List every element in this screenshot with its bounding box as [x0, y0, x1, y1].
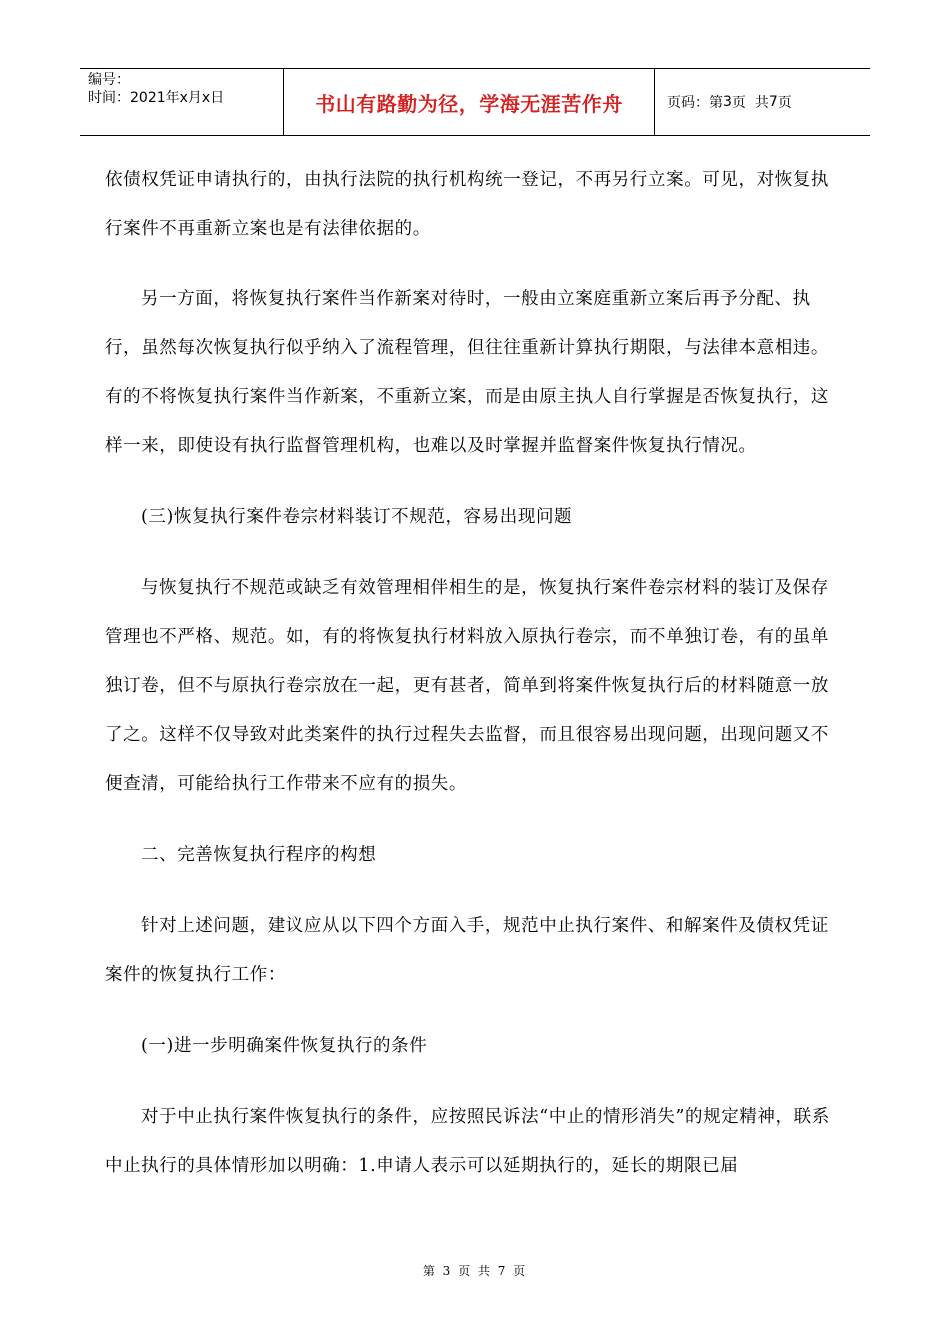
section-heading: (三)恢复执行案件卷宗材料装订不规范，容易出现问题 [141, 507, 573, 527]
document-time: 时间：2021年x月x日 [88, 90, 225, 106]
page-suffix: 页 [777, 95, 792, 111]
page-current: 3 [723, 94, 732, 110]
paragraph: 与恢复执行不规范或缺乏有效管理相伴相生的是，恢复执行案件卷宗材料的装订及保存管理也不严格、规范。如，有的将恢复执行材料放入原执行卷宗，而不单独订卷，有的虽单独订卷，但不与原执行卷宗放在一起，更有甚者，简单到将案件恢复执行后的材料随意一放了之。这样不仅导致对此类案件的执行过程失去监督，而且很容易出现问题，出现问题又不便查清，可能给执行工作带来不应有的损失。 [105, 578, 829, 794]
header-meta [80, 69, 283, 135]
paragraph: 依债权凭证申请执行的，由执行法院的执行机构统一登记，不再另行立案。可见，对恢复执行案件不再重新立案也是有法律依据的。 [105, 170, 829, 239]
paragraph: 对于中止执行案件恢复执行的条件，应按照民诉法“中止的情形消失”的规定精神，联系中止执行的具体情形加以明确：1.申请人表示可以延期执行的，延长的期限已届 [105, 1107, 830, 1176]
page-footer: 第 3 页 共 7 页 [422, 1264, 528, 1278]
document-number-label: 编号： [88, 72, 130, 88]
page-mid: 页 共 [731, 95, 769, 111]
header-motto: 书山有路勤为径，学海无涯苦作舟 [283, 69, 655, 135]
section-heading: 二、完善恢复执行程序的构想 [141, 845, 377, 865]
page-prefix: 页码：第 [667, 95, 723, 111]
section-heading: (一)进一步明确案件恢复执行的条件 [141, 1036, 428, 1056]
header-page-info [655, 69, 870, 135]
page-total: 7 [768, 94, 778, 110]
page-header [80, 68, 870, 136]
paragraph: 另一方面，将恢复执行案件当作新案对待时，一般由立案庭重新立案后再予分配、执行，虽然每次恢复执行似乎纳入了流程管理，但往往重新计算执行期限，与法律本意相违。有的不将恢复执行案件当作新案，不重新立案，而是由原主执人自行掌握是否恢复执行，这样一来，即使设有执行监督管理机构，也难以及时掌握并监督案件恢复执行情况。 [105, 289, 829, 456]
document-body [105, 156, 835, 1213]
paragraph: 针对上述问题，建议应从以下四个方面入手，规范中止执行案件、和解案件及债权凭证案件的恢复执行工作： [105, 916, 829, 985]
